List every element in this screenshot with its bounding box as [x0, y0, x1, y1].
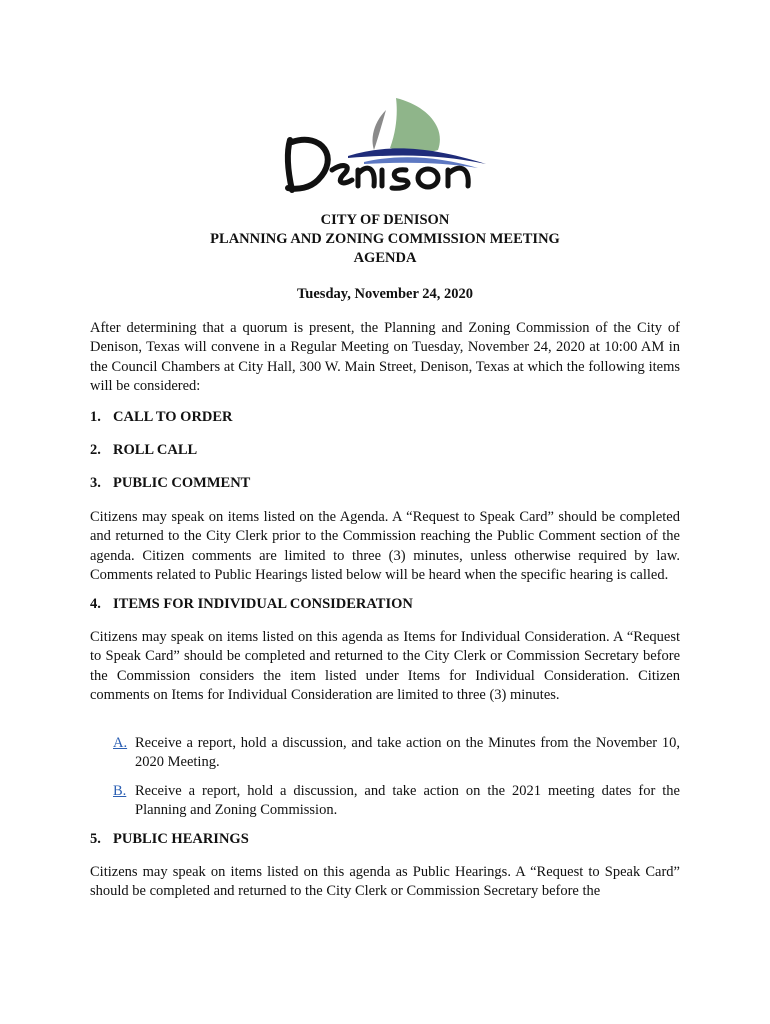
meeting-date: Tuesday, November 24, 2020	[296, 286, 474, 302]
section-title: PUBLIC COMMENT	[113, 475, 251, 491]
item-text: Receive a report, hold a discussion, and take action on the 2021 meeting dates for the Planning and Zoning Commission.	[135, 783, 680, 819]
section-title: ITEMS FOR INDIVIDUAL CONSIDERATION	[113, 596, 413, 612]
agenda-item-b	[113, 782, 680, 821]
section-number: 5.	[90, 831, 101, 847]
section-number: 2.	[90, 442, 101, 458]
individual-consideration-paragraph: Citizens may speak on items listed on this agenda as Items for Individual Consideration. A “Request to Speak Card” should be completed and returned to the City Clerk or Commission Secretary before the Commission considers the item listed under Items for Individual Consideration. Citizen comments on Items for Individual Consideration are limited to three (3) minutes.	[90, 629, 680, 703]
item-link-a[interactable]: A.	[113, 735, 128, 751]
section-public-hearings	[90, 830, 249, 849]
section-number: 1.	[90, 409, 101, 425]
city-logo	[278, 92, 494, 202]
sail-logo-icon	[278, 92, 494, 202]
section-title: PUBLIC HEARINGS	[113, 831, 249, 847]
section-title: CALL TO ORDER	[113, 409, 233, 425]
section-number: 4.	[90, 596, 101, 612]
section-public-comment	[90, 474, 250, 493]
item-text: Receive a report, hold a discussion, and take action on the Minutes from the November 10, 2020 Meeting.	[135, 735, 680, 771]
header-agenda: AGENDA	[353, 250, 417, 266]
section-title: ROLL CALL	[113, 442, 198, 458]
section-individual-consideration	[90, 595, 413, 614]
public-hearings-paragraph: Citizens may speak on items listed on this agenda as Public Hearings. A “Request to Speak Card” should be completed and returned to the City Clerk or Commission Secretary before the	[90, 864, 680, 900]
section-roll-call	[90, 441, 197, 460]
item-link-b[interactable]: B.	[113, 783, 127, 799]
header-commission: PLANNING AND ZONING COMMISSION MEETING	[210, 231, 560, 247]
section-call-to-order	[90, 408, 233, 427]
public-comment-paragraph: Citizens may speak on items listed on the Agenda. A “Request to Speak Card” should be completed and returned to the City Clerk prior to the Commission reaching the Public Comment section of the agenda. Citizen comments are limited to three (3) minutes, unless otherwise required by law. Comments related to Public Hearings listed below will be heard when the specific hearing is called.	[90, 509, 680, 583]
section-number: 3.	[90, 475, 101, 491]
agenda-item-a	[113, 734, 680, 773]
intro-paragraph: After determining that a quorum is present, the Planning and Zoning Commission of the City of Denison, Texas will convene in a Regular Meeting on Tuesday, November 24, 2020 at 10:00 AM in the Council Chambers at City Hall, 300 W. Main Street, Denison, Texas at which the following items will be considered:	[90, 320, 680, 394]
header-city: CITY OF DENISON	[320, 212, 450, 228]
